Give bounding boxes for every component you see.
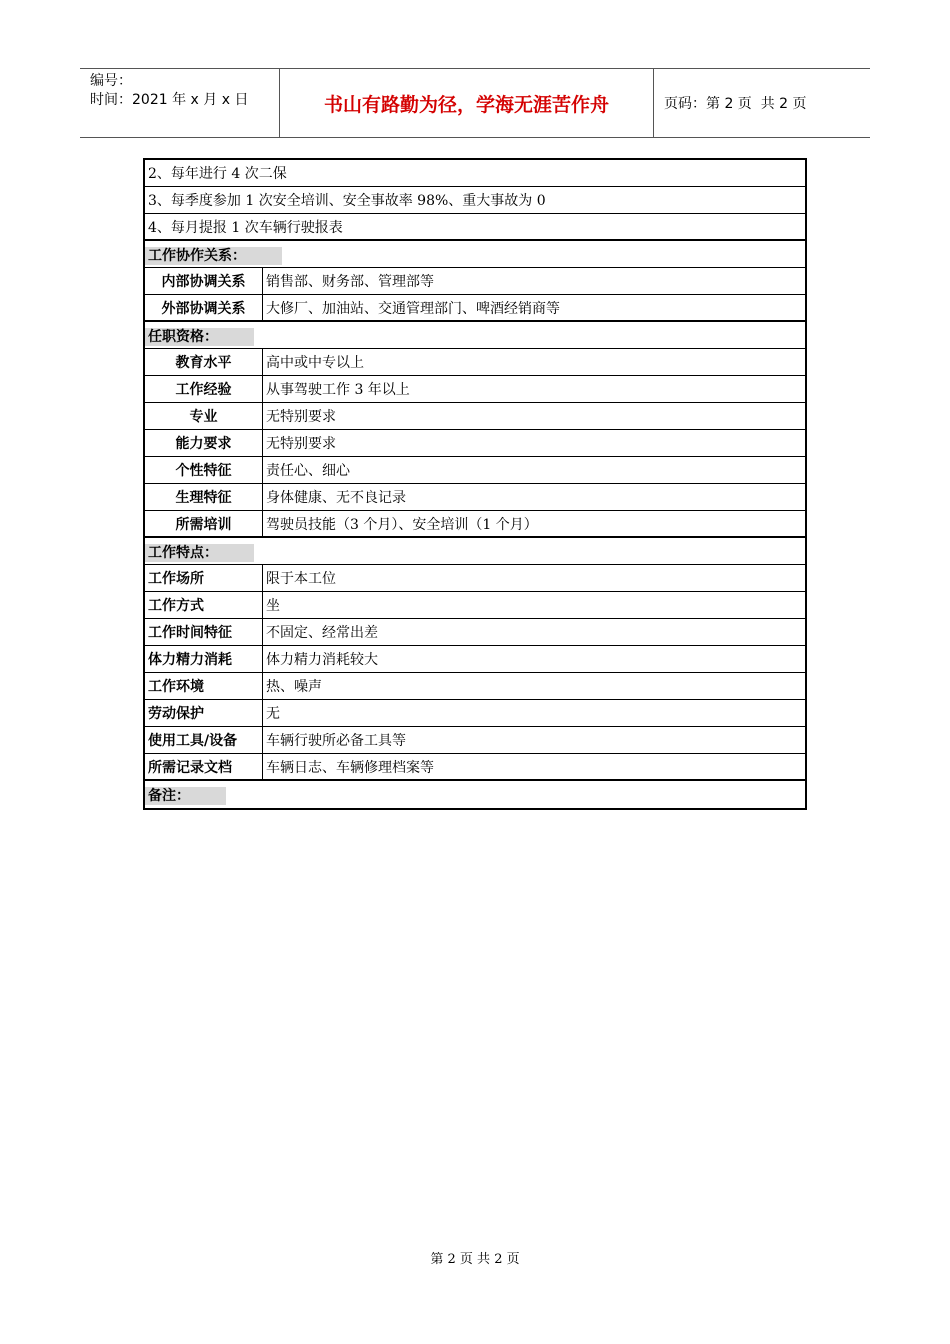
section-header-remarks bbox=[145, 781, 805, 808]
table-row bbox=[145, 484, 805, 511]
table-row bbox=[145, 457, 805, 484]
job-description-table bbox=[143, 158, 807, 810]
table-row bbox=[145, 430, 805, 457]
row-label: 工作时间特征 bbox=[145, 619, 263, 645]
row-label: 使用工具/设备 bbox=[145, 727, 263, 753]
row-value: 无特别要求 bbox=[266, 409, 336, 425]
document-time-label: 时间：2021 年 x 月 x 日 bbox=[90, 92, 249, 108]
row-value: 销售部、财务部、管理部等 bbox=[266, 274, 434, 290]
table-row bbox=[145, 349, 805, 376]
row-value: 车辆行驶所必备工具等 bbox=[266, 733, 406, 749]
table-row bbox=[145, 268, 805, 295]
table-row bbox=[145, 403, 805, 430]
row-label: 教育水平 bbox=[145, 349, 263, 375]
section-header-qualifications bbox=[145, 322, 805, 349]
row-label: 能力要求 bbox=[145, 430, 263, 456]
header-meta bbox=[80, 69, 280, 137]
row-value: 无特别要求 bbox=[266, 436, 336, 452]
row-value: 高中或中专以上 bbox=[266, 355, 364, 371]
section-title: 任职资格： bbox=[145, 328, 254, 346]
row-value: 车辆日志、车辆修理档案等 bbox=[266, 759, 434, 776]
table-row bbox=[145, 673, 805, 700]
table-row bbox=[145, 295, 805, 322]
duty-text: 2、每年进行 4 次二保 bbox=[148, 166, 287, 182]
row-label: 劳动保护 bbox=[145, 700, 263, 726]
row-value: 体力精力消耗较大 bbox=[266, 652, 378, 668]
row-label: 外部协调关系 bbox=[145, 295, 263, 320]
row-label: 体力精力消耗 bbox=[145, 646, 263, 672]
row-label: 所需记录文档 bbox=[145, 754, 263, 779]
row-label: 生理特征 bbox=[145, 484, 263, 510]
row-value: 热、噪声 bbox=[266, 679, 322, 695]
row-value: 从事驾驶工作 3 年以上 bbox=[266, 382, 410, 398]
document-number-label: 编号： bbox=[90, 73, 132, 89]
duty-row bbox=[145, 160, 805, 187]
duty-text: 3、每季度参加 1 次安全培训、安全事故率 98%、重大事故为 0 bbox=[148, 193, 546, 209]
row-label: 工作经验 bbox=[145, 376, 263, 402]
row-label: 工作方式 bbox=[145, 592, 263, 618]
row-label: 工作环境 bbox=[145, 673, 263, 699]
row-value: 限于本工位 bbox=[266, 571, 336, 587]
page-number-label: 页码：第 2 页 共 2 页 bbox=[664, 96, 807, 112]
page-header bbox=[80, 68, 870, 138]
table-row bbox=[145, 592, 805, 619]
duty-row bbox=[145, 214, 805, 241]
table-row bbox=[145, 376, 805, 403]
row-value: 驾驶员技能（3 个月）、安全培训（1 个月） bbox=[266, 516, 538, 533]
row-label: 内部协调关系 bbox=[145, 268, 263, 294]
row-label: 所需培训 bbox=[145, 511, 263, 536]
row-label: 工作场所 bbox=[145, 565, 263, 591]
row-value: 责任心、细心 bbox=[266, 463, 350, 479]
section-title: 备注： bbox=[145, 787, 226, 805]
table-row bbox=[145, 511, 805, 538]
row-value: 不固定、经常出差 bbox=[266, 625, 378, 641]
table-row bbox=[145, 619, 805, 646]
table-row bbox=[145, 565, 805, 592]
section-header-characteristics bbox=[145, 538, 805, 565]
table-row bbox=[145, 727, 805, 754]
duty-row bbox=[145, 187, 805, 214]
row-label: 个性特征 bbox=[145, 457, 263, 483]
header-page-info bbox=[654, 69, 870, 137]
duty-text: 4、每月提报 1 次车辆行驶报表 bbox=[148, 219, 343, 236]
row-value: 大修厂、加油站、交通管理部门、啤酒经销商等 bbox=[266, 300, 560, 317]
row-label: 专业 bbox=[145, 403, 263, 429]
section-title: 工作特点： bbox=[145, 544, 254, 562]
row-value: 坐 bbox=[266, 598, 280, 614]
header-motto: 书山有路勤为径，学海无涯苦作舟 bbox=[280, 69, 654, 137]
section-header-cooperation bbox=[145, 241, 805, 268]
table-row bbox=[145, 646, 805, 673]
table-row bbox=[145, 700, 805, 727]
row-value: 无 bbox=[266, 706, 280, 722]
section-title: 工作协作关系： bbox=[145, 247, 282, 265]
page-footer: 第 2 页 共 2 页 bbox=[430, 1252, 520, 1267]
table-row bbox=[145, 754, 805, 781]
row-value: 身体健康、无不良记录 bbox=[266, 490, 406, 506]
